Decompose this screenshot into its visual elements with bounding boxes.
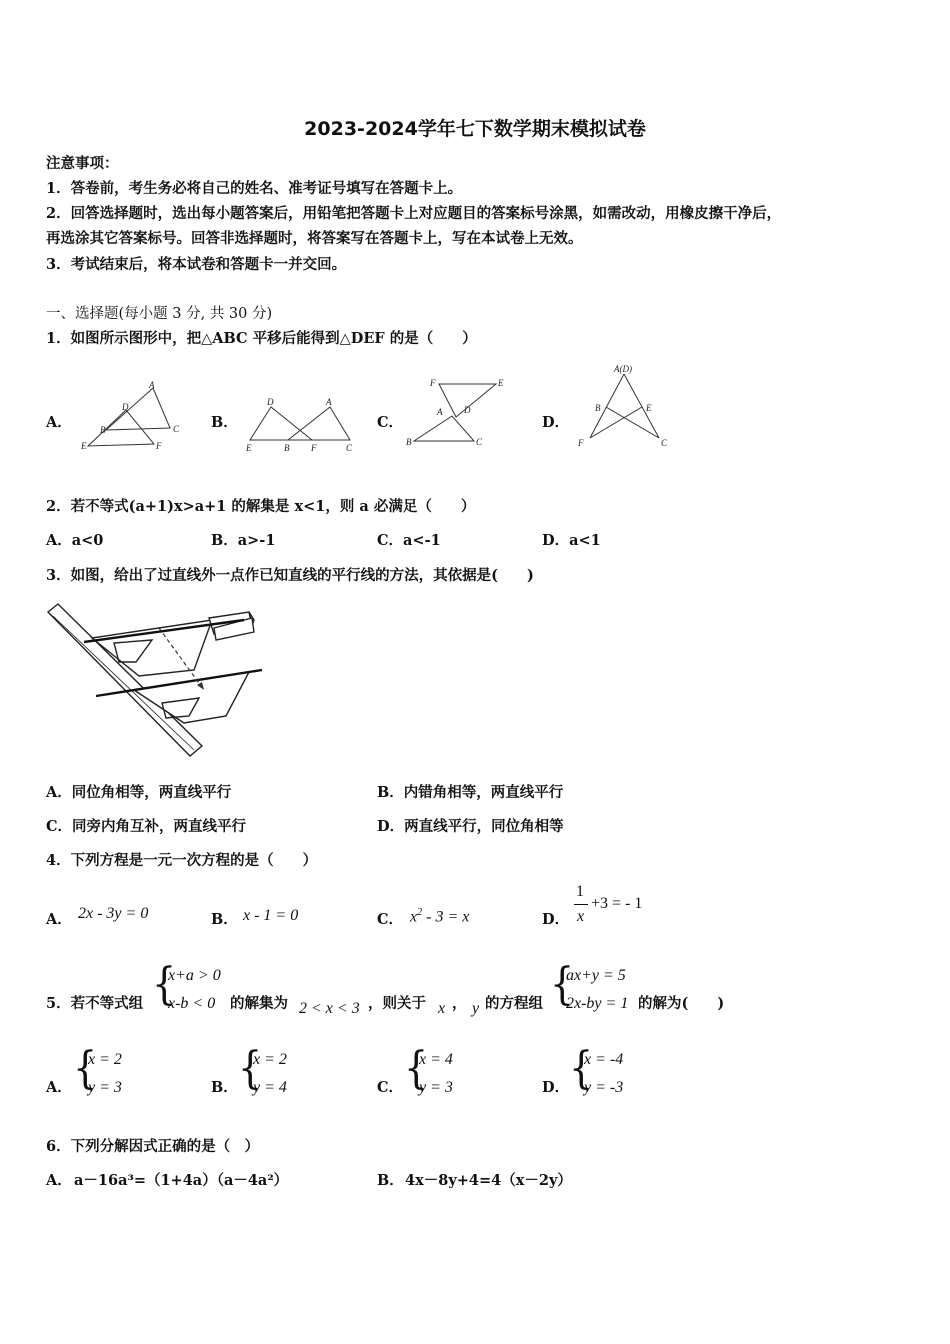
q6-option-b: 4x－8y+4=4（x－2y） [405,1172,572,1189]
q1-option-c-label: C． [377,414,404,431]
q5-option-b-x: x = 2 [253,1051,287,1068]
q5-text: ， [452,995,467,1012]
q4-d-numerator: 1 [576,883,584,900]
section-heading: 一、选择题(每小题 3 分, 共 30 分) [46,306,273,322]
brace: { [550,958,575,1010]
fig-label: A [437,407,443,417]
q4-d-rest: +3 = - 1 [591,895,643,912]
q1-figure-b [244,393,359,455]
question-5-prefix: 5．若不等式组 [46,995,144,1012]
brace: { [404,1042,429,1094]
q6-option-a-label: A． [46,1172,72,1189]
q3-option-d: D．两直线平行，同位角相等 [377,818,564,835]
fig-label: E [81,441,87,451]
q6-option-b-label: B． [377,1172,404,1189]
fig-label: D [267,397,274,407]
question-3-stem: 3．如图，给出了过直线外一点作已知直线的平行线的方法，其依据是( ) [46,567,534,584]
q4-option-c-equation [410,907,469,926]
notice-heading: 注意事项： [46,155,119,172]
q4-option-b-equation: x - 1 = 0 [243,907,299,924]
brace: { [569,1042,594,1094]
fig-label: A [149,380,155,390]
q5-option-b-y: y = 4 [253,1079,287,1096]
q5-option-d-label: D． [542,1079,570,1096]
q5-text: 的方程组 [485,995,543,1012]
fig-label: B [406,437,412,447]
fraction-bar [574,904,588,905]
q3-option-b: B．内错角相等，两直线平行 [377,784,564,801]
q4-option-a-equation: 2x - 3y = 0 [78,905,149,922]
q2-option-a: A．a<0 [46,532,104,549]
q1-option-b-label: B． [211,414,238,431]
q5-option-a-label: A． [46,1079,72,1096]
question-6-stem: 6．下列分解因式正确的是（ ） [46,1138,260,1155]
q2-option-b: B．a>-1 [211,532,276,549]
q2-option-c: C．a<-1 [377,532,441,549]
q5-option-c-y: y = 3 [419,1079,453,1096]
fig-label: B [284,443,290,453]
q3-option-c: C．同旁内角互补，两直线平行 [46,818,247,835]
question-1-stem: 1．如图所示图形中，把△ABC 平移后能得到△DEF 的是（ ） [46,330,477,347]
q4-c-base: x [410,908,418,926]
notice-item: 2．回答选择题时，选出每小题答案后，用铅笔把答题卡上对应题目的答案标号涂黑，如需改动，用橡皮擦干净后， [46,205,782,222]
q4-option-b-label: B． [211,911,238,928]
q5-text: 的解集为 [230,995,288,1012]
q4-c-exponent: 2 [417,907,423,918]
q6-option-a: a－16a³=（1+4a）（a－4a²） [74,1172,289,1189]
fig-label: C [173,424,180,434]
q5-system-2-line-1: ax+y = 5 [566,967,626,984]
q5-option-d-y: y = -3 [584,1079,624,1096]
notice-item: 3．考试结束后，将本试卷和答题卡一并交回。 [46,256,347,273]
notice-item: 1．答卷前，考生务必将自己的姓名、准考证号填写在答题卡上。 [46,180,463,197]
fig-label: C [661,438,668,448]
brace: { [73,1042,98,1094]
fig-label: E [246,443,252,453]
q3-option-a: A．同位角相等，两直线平行 [46,784,232,801]
q5-system-1-line-1: x+a > 0 [168,967,221,984]
fig-label: A [326,397,332,407]
q4-c-rest: - 3 = x [422,908,470,926]
fig-label: D [464,405,471,415]
q1-option-d-label: D． [542,414,570,431]
fig-label: F [311,443,317,453]
fig-label: B [595,403,601,413]
fig-label: E [498,378,504,388]
q5-option-c-x: x = 4 [419,1051,453,1068]
fig-label: D [122,402,129,412]
question-2-stem: 2．若不等式(a+1)x>a+1 的解集是 x<1，则 a 必满足（ ） [46,498,476,515]
fig-label: F [578,438,584,448]
q4-option-d-label: D． [542,911,570,928]
q5-option-c-label: C． [377,1079,404,1096]
q5-var-y: y [472,1000,480,1017]
q5-system-2-line-2: 2x-by = 1 [566,995,629,1012]
page-title: 2023-2024学年七下数学期末模拟试卷 [304,118,646,140]
q5-range: 2 < x < 3 [299,1000,360,1017]
fig-label: A(D) [614,364,632,374]
q2-option-d: D．a<1 [542,532,601,549]
q1-option-a-label: A． [46,414,72,431]
q1-figure-d [574,362,674,454]
notice-item: 再选涂其它答案标号。回答非选择题时，将答案写在答题卡上，写在本试卷上无效。 [46,230,583,247]
q4-option-a-label: A． [46,911,72,928]
q5-option-b-label: B． [211,1079,238,1096]
fig-label: C [346,443,353,453]
fig-label: B [100,425,106,435]
q5-text: 的解为( ) [638,995,725,1012]
q1-figure-a [78,378,188,456]
fig-label: E [646,403,652,413]
q4-option-c-label: C． [377,911,404,928]
question-4-stem: 4．下列方程是一元一次方程的是（ ） [46,852,318,869]
q5-var-x: x [438,1000,446,1017]
q5-text: ，则关于 [368,995,426,1012]
q1-figure-c [404,375,509,453]
fig-label: F [156,441,162,451]
fig-label: C [476,437,483,447]
brace: { [238,1042,263,1094]
brace: { [152,958,177,1010]
q4-d-denominator: x [577,908,585,925]
q5-option-d-x: x = -4 [584,1051,624,1068]
q5-option-a-y: y = 3 [88,1079,122,1096]
q5-option-a-x: x = 2 [88,1051,122,1068]
q5-system-1-line-2: x-b < 0 [168,995,216,1012]
q3-figure [44,598,266,760]
fig-label: F [430,378,436,388]
